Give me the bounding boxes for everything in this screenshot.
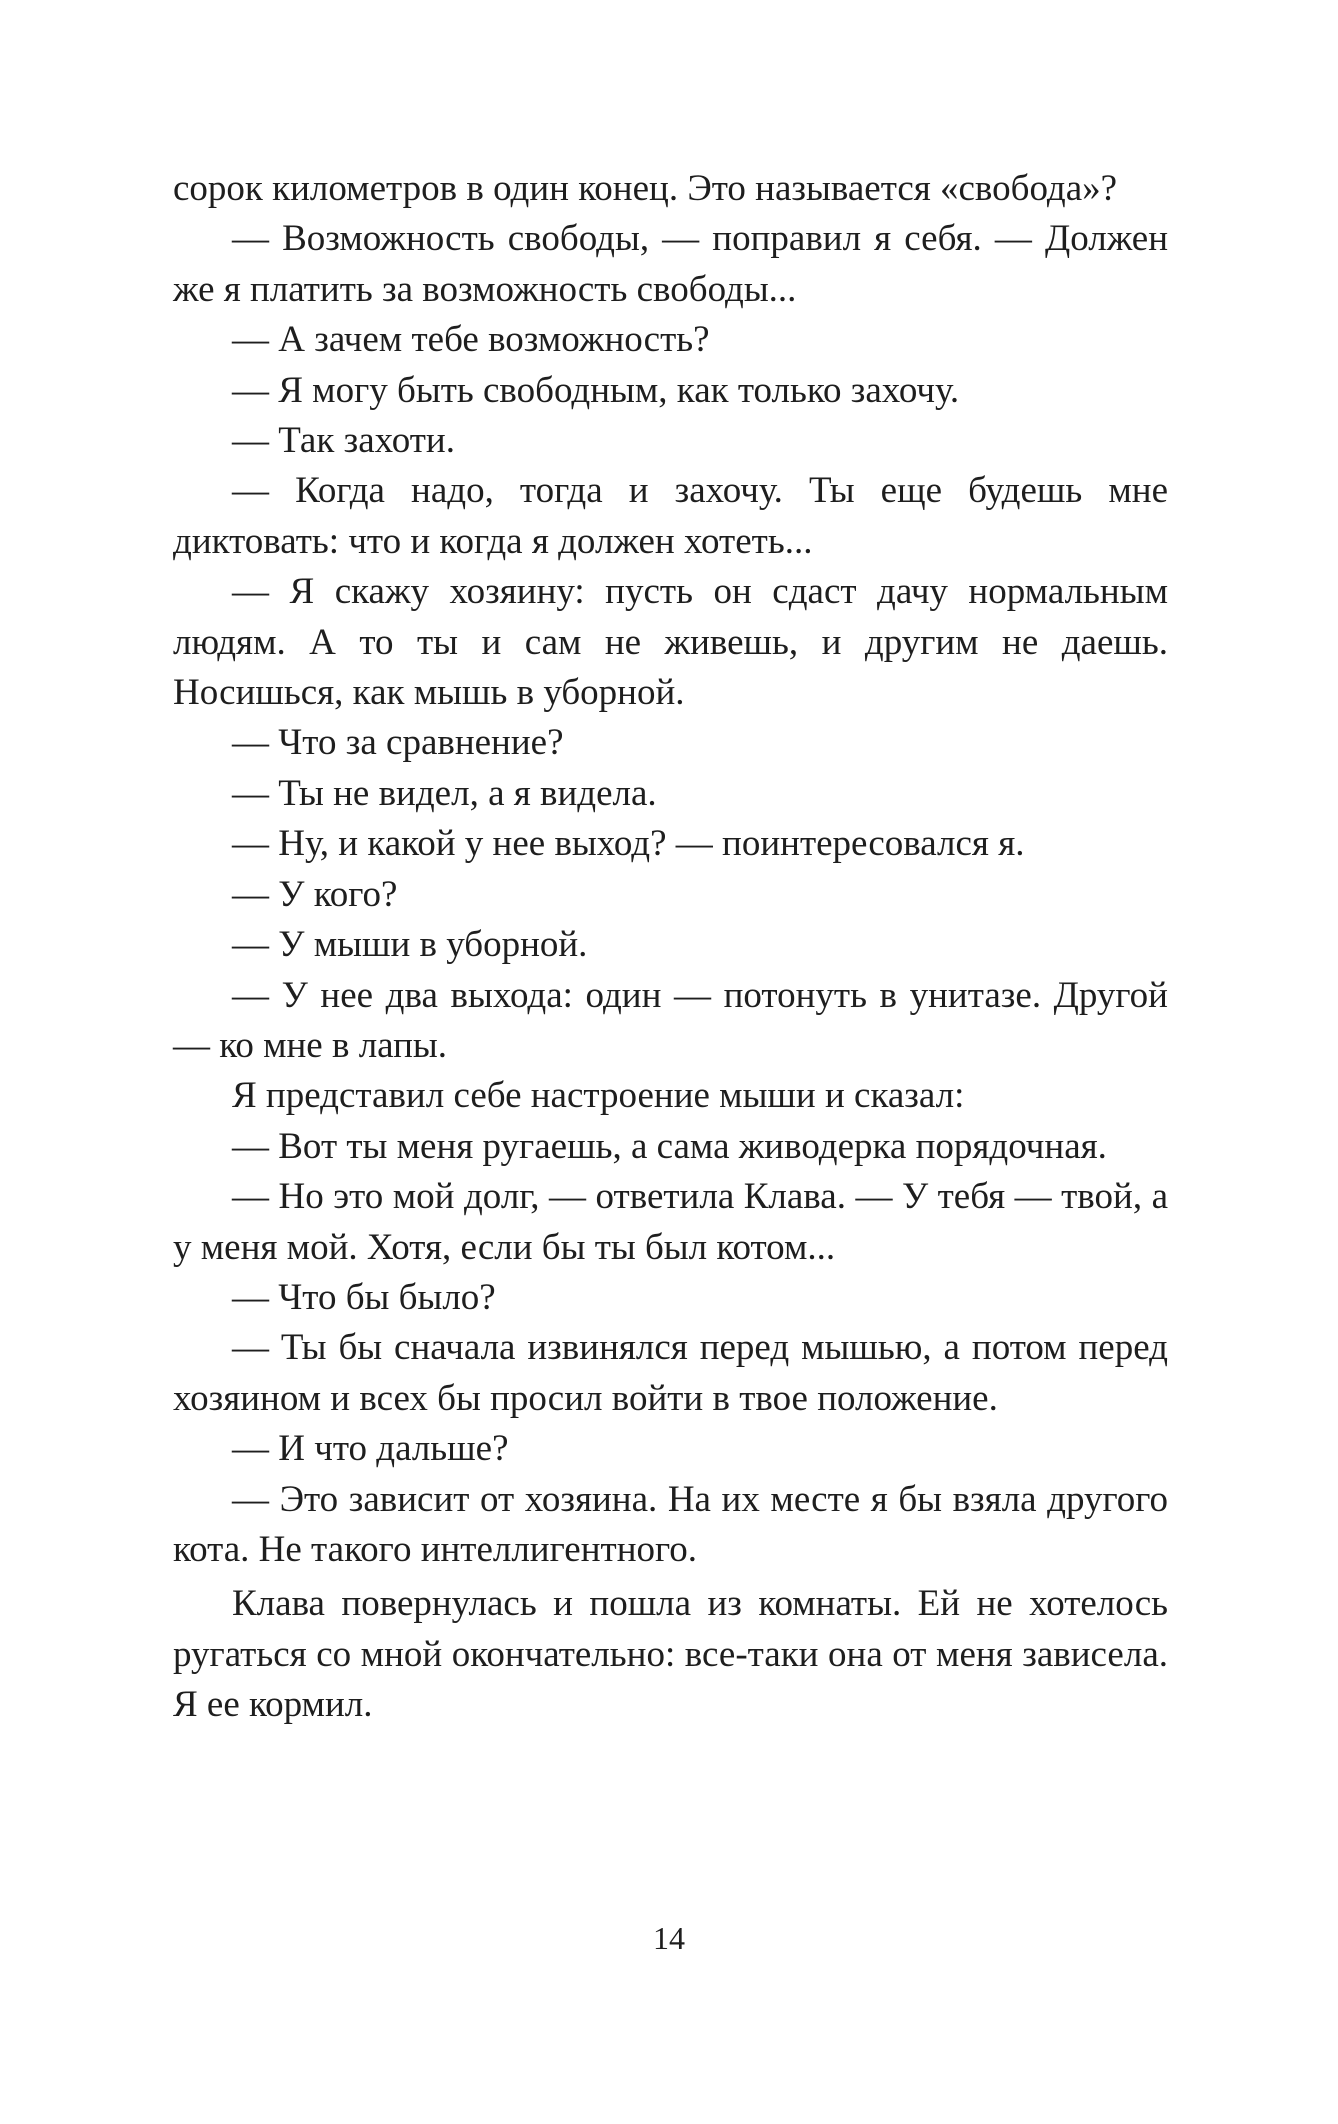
paragraph-4: — Я могу быть свободным, как только захочу. [232, 369, 960, 411]
paragraph-5: — Так захоти. [232, 420, 455, 462]
paragraph-21: Клава повернулась и пошла из комнаты. Ей не хотелось ругаться со мной окончательно: все-таки она от меня зависела. Я ее кормил. [173, 1583, 1168, 1726]
paragraph-9: — Ты не видел, а я видела. [232, 772, 657, 814]
paragraph-19: — И что дальше? [232, 1428, 509, 1470]
paragraph-16: — Но это мой долг, — ответила Клава. — У тебя — твой, а у меня мой. Хотя, если бы ты был котом... [173, 1176, 1168, 1268]
paragraph-10: — Ну, и какой у нее выход? — поинтересовался я. [232, 823, 1025, 865]
page-number: 14 [653, 1920, 685, 1956]
paragraph-12: — У мыши в уборной. [232, 924, 588, 966]
paragraph-17: — Что бы было? [232, 1276, 496, 1318]
paragraph-2: — Возможность свободы, — поправил я себя. — Должен же я платить за возможность свободы... [173, 218, 1168, 310]
paragraph-6: — Когда надо, тогда и захочу. Ты еще будешь мне диктовать: что и когда я должен хотеть... [173, 470, 1168, 562]
paragraph-3: — А зачем тебе возможность? [232, 319, 710, 361]
paragraph-11: — У кого? [232, 873, 398, 915]
paragraph-13: — У нее два выхода: один — потонуть в унитазе. Другой — ко мне в лапы. [173, 974, 1168, 1066]
paragraph-8: — Что за сравнение? [232, 722, 564, 764]
paragraph-20: — Это зависит от хозяина. На их месте я бы взяла другого кота. Не такого интеллигентного. [173, 1478, 1168, 1570]
paragraph-1: сорок километров в один конец. Это называется «свобода»? [173, 168, 1118, 209]
paragraph-14: Я представил себе настроение мыши и сказал: [232, 1075, 965, 1117]
paragraph-15: — Вот ты меня ругаешь, а сама живодерка порядочная. [232, 1125, 1107, 1167]
paragraph-7: — Я скажу хозяину: пусть он сдаст дачу нормальным людям. А то ты и сам не живешь, и другим не даешь. Носишься, как мышь в уборной. [173, 571, 1168, 714]
paragraph-18: — Ты бы сначала извинялся перед мышью, а потом перед хозяином и всех бы просил войти в твое положение. [173, 1327, 1168, 1419]
body-text [173, 164, 1168, 1731]
